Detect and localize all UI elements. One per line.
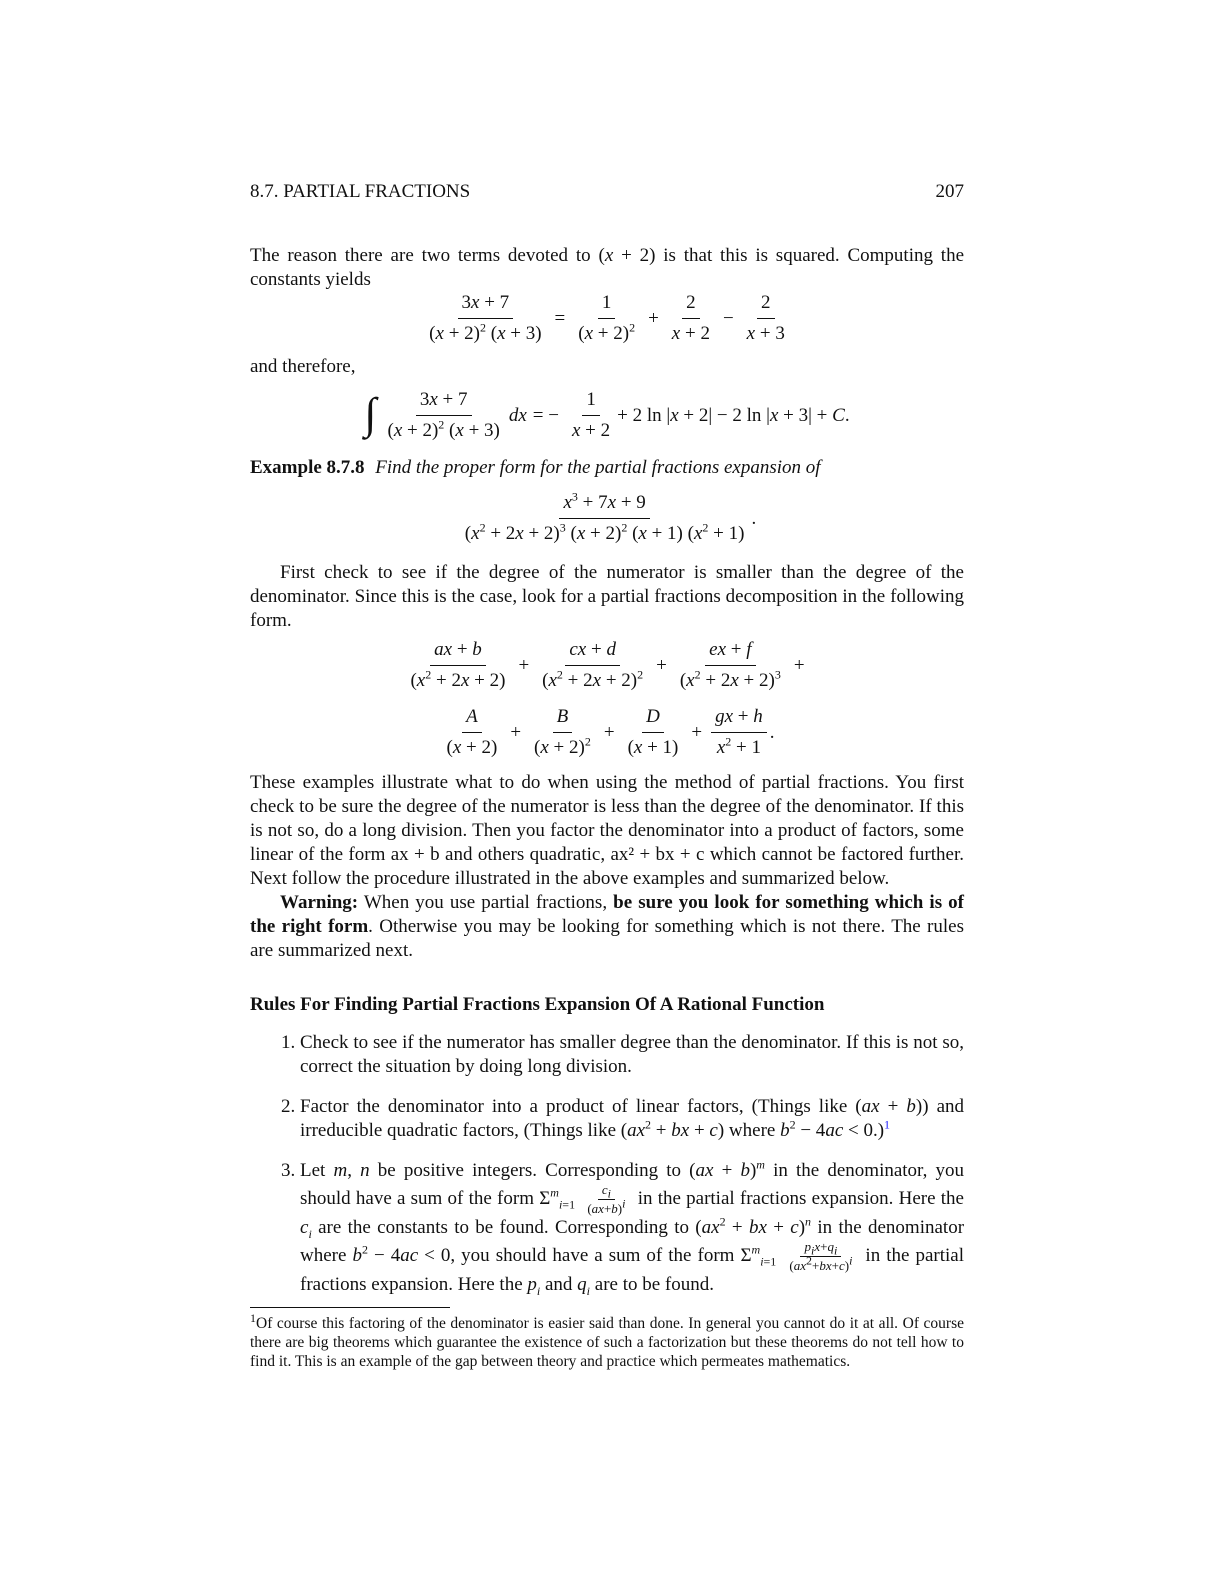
paragraph-and-therefore: and therefore,	[250, 356, 356, 377]
footnote	[250, 1310, 964, 1371]
paragraph-warning	[250, 891, 964, 963]
footnote-text: Of course this factoring of the denominator is easier said than done. In general you cannot do it at all. Of course there are big theorems which guarantee the existence of such a factorization but these theorems do not tell how to find it. This is an example of the gap between theory and practice which permeates mathematics.	[250, 1315, 964, 1370]
warning-text-1: When you use partial fractions,	[363, 892, 608, 913]
running-header	[250, 180, 964, 210]
footnote-rule	[250, 1307, 450, 1308]
paragraph-check-degree: First check to see if the degree of the numerator is smaller than the degree of the denominator. Since this is the case, look for a partial fractions decomposition in the following form.	[250, 562, 964, 631]
paragraph-summary: These examples illustrate what to do when using the method of partial fractions. You first check to be sure the degree of the numerator is less than the degree of the denominator. If this is not so, do a long division. Then you factor the denominator into a product of factors, some linear of the form ax + b and others quadratic, ax² + bx + c which cannot be factored further. Next follow the procedure illustrated in the above examples and summarized below.	[250, 772, 964, 889]
warning-label: Warning:	[280, 892, 359, 913]
rule-item: 2. Factor the denominator into a product of linear factors, (Things like (ax + b)) and irreducible quadratic factors, (Things like ($ax^2$ + bx + c) where $b^2 - 4ac < 0.)^1$	[300, 1095, 964, 1143]
equation-form-line1: $\frac{ax + b}{(x^2 + 2x + 2)}$ + $\frac{cx + d}{(x^2 + 2x + 2)^2}$ + $\frac{ex + f}{(x^2 + 2x + 2)^3}$ +	[410, 639, 805, 691]
section-title: 8.7. PARTIAL FRACTIONS	[250, 181, 471, 202]
warning-bold: be sure you look for something which is of the right form	[250, 892, 964, 937]
warning-text-2: . Otherwise you may be looking for something which is not there. The rules are summarized next.	[250, 916, 964, 961]
equation-example-rational: $\frac{x^3 + 7x + 9}{(x^2 + 2x + 2)^3 (x + 2)^2 (x + 1) (x^2 + 1)}$ .	[464, 489, 757, 544]
equation-integral: ∫ $\frac{3x + 7}{(x + 2)^2 (x + 3)}$ dx = − $\frac{1}{x + 2}$ + 2 ln |x + 2| − 2 ln |x + 3| + C.	[364, 388, 850, 441]
rule-item: 3. Let m, n be positive integers. Corresponding to (ax + b)$^m$ in the denominator, you should have a sum of the form $\Sigma^m_{i=1}$ $\frac{c_i}{(ax+b)^i}$ in the partial fractions expansion. Here the $c_i$ are the constants to be found. Corresponding to ($ax^2$ + bx + c)$^n$ in the denominator where $b^2 - 4ac < 0$, you should have a sum of the form $\Sigma^m_{i=1}$ $\frac{p_ix+q_i}{(ax^2+bx+c)^i}$ in the partial fractions expansion. Here the $p_i$ and $q_i$ are to be found.	[300, 1159, 964, 1297]
example-heading	[250, 456, 964, 480]
equation-form-line2: $\frac{A}{(x + 2)}$ + $\frac{B}{(x + 2)^2}$ + $\frac{D}{(x + 1)}$ + $\frac{gx + h}{x^2 + 1}$ .	[446, 706, 775, 758]
page-number: 207	[935, 181, 964, 202]
paragraph-intro: The reason there are two terms devoted to (x + 2) is that this is squared. Computing the constants yields	[250, 245, 965, 290]
equation-decomposition: $\frac{3x + 7}{(x + 2)^2 (x + 3)}$ = $\frac{1}{(x + 2)^2}$ + $\frac{2}{x + 2}$ − $\frac{2}{x + 3}$	[429, 292, 785, 344]
footnote-number: 1	[250, 1310, 256, 1325]
rule-item: 1. Check to see if the numerator has smaller degree than the denominator. If this is not so, correct the situation by doing long division.	[300, 1031, 964, 1079]
rules-heading: Rules For Finding Partial Fractions Expansion Of A Rational Function	[250, 994, 825, 1015]
page	[250, 180, 964, 1371]
footnote-marker[interactable]: 1	[884, 1117, 891, 1132]
rules-list	[250, 1031, 964, 1297]
example-label: Example 8.7.8	[250, 457, 365, 478]
example-text: Find the proper form for the partial fractions expansion of	[375, 457, 821, 478]
